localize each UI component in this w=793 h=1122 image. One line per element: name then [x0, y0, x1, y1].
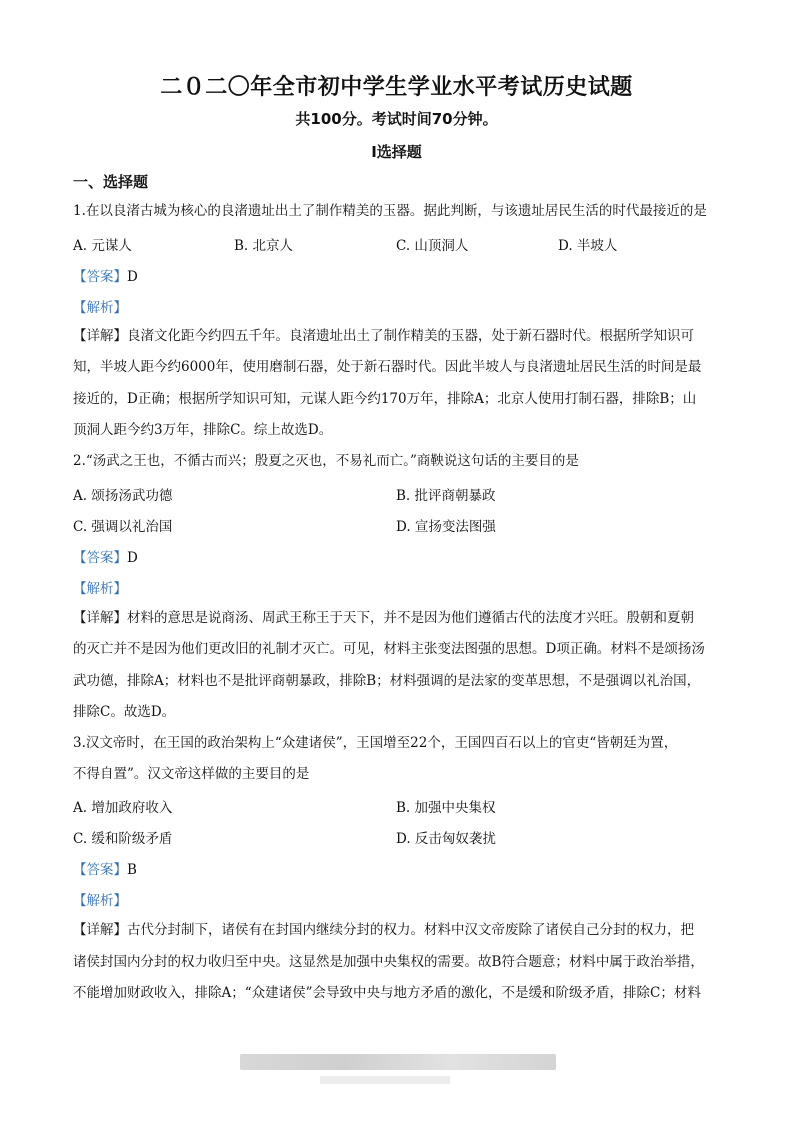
q3-option-c: C. 缓和阶级矛盾: [73, 831, 173, 847]
q2-option-a: A. 颂扬汤武功德: [73, 488, 173, 504]
q1-detail-line: 【详解】良渚文化距今约四五千年。良渚遗址出土了制作精美的玉器，处于新石器时代。根据所学知识可: [73, 328, 694, 344]
q2-option-c: C. 强调以礼治国: [73, 519, 173, 535]
q2-detail-line: 武功德，排除A；材料也不是批评商朝暴政，排除B；材料强调的是法家的变革思想，不是强调以礼治国，: [73, 673, 701, 689]
answer-label: 【答案】: [73, 269, 127, 285]
q1-analysis-label: 【解析】: [73, 300, 127, 316]
q1-answer: [73, 265, 138, 285]
q2-detail-line: 排除C。故选D。: [73, 704, 176, 720]
q1-detail-line: 知，半坡人距今约6000年，使用磨制石器，处于新石器时代。因此半坡人与良渚遗址居民生活的时间是最: [73, 359, 702, 375]
q1-option-d: D. 半坡人: [558, 238, 618, 254]
q3-answer: [73, 858, 137, 878]
q2-answer: [73, 546, 138, 566]
answer-label: 【答案】: [73, 862, 127, 878]
section-title: 一、选择题: [73, 173, 149, 191]
q3-detail-line: 诸侯封国内分封的权力收归至中央。这显然是加强中央集权的需要。故B符合题意；材料中属于政治举措，: [73, 954, 704, 970]
q1-option-a: A. 元谋人: [73, 238, 132, 254]
q1-detail-line: 接近的，D正确；根据所学知识可知，元谋人距今约170万年，排除A；北京人使用打制石器，排除B；山: [73, 391, 697, 407]
q2-detail-line: 的灭亡并不是因为他们更改旧的礼制才灭亡。可见，材料主张变法图强的思想。D项正确。材料不是颂扬汤: [73, 641, 705, 657]
exam-title: 二０二〇年全市初中学生学业水平考试历史试题: [160, 75, 633, 100]
q2-analysis-label: 【解析】: [73, 581, 127, 597]
question-3-stem: 3.汉文帝时，在王国的政治架构上“众建诸侯”，王国增至22个，王国四百石以上的官吏“皆朝廷为置，: [73, 735, 678, 751]
answer-value: B: [127, 862, 137, 878]
q2-option-d: D. 宣扬变法图强: [396, 519, 496, 535]
blurred-footer-watermark: [240, 1054, 556, 1070]
q2-detail-line: 【详解】材料的意思是说商汤、周武王称王于天下，并不是因为他们遵循古代的法度才兴旺。殷朝和夏朝: [73, 610, 694, 626]
q3-detail-line: 不能增加财政收入，排除A；“众建诸侯”会导致中央与地方矛盾的激化，不是缓和阶级矛盾，排除C；材料: [73, 985, 701, 1001]
part-title: Ⅰ选择题: [371, 143, 422, 161]
question-1-stem: 1.在以良渚古城为核心的良渚遗址出土了制作精美的玉器。据此判断，与该遗址居民生活的时代最接近的是: [73, 203, 707, 219]
blurred-footer-watermark: [320, 1076, 450, 1084]
q1-detail-line: 顶洞人距今约3万年，排除C。综上故选D。: [73, 422, 333, 438]
exam-subtitle: 共100分。考试时间70分钟。: [295, 110, 498, 128]
answer-value: D: [127, 269, 138, 285]
q3-detail-line: 【详解】古代分封制下，诸侯有在封国内继续分封的权力。材料中汉文帝废除了诸侯自己分封的权力，把: [73, 922, 694, 938]
q1-option-c: C. 山顶洞人: [396, 238, 469, 254]
answer-value: D: [127, 550, 138, 566]
q3-option-a: A. 增加政府收入: [73, 800, 173, 816]
q3-option-d: D. 反击匈奴袭扰: [396, 831, 496, 847]
q3-analysis-label: 【解析】: [73, 893, 127, 909]
question-3-stem: 不得自置”。汉文帝这样做的主要目的是: [73, 766, 310, 782]
question-2-stem: 2.“汤武之王也，不循古而兴；殷夏之灭也，不易礼而亡。”商鞅说这句话的主要目的是: [73, 453, 579, 469]
q3-option-b: B. 加强中央集权: [396, 800, 496, 816]
q2-option-b: B. 批评商朝暴政: [396, 488, 496, 504]
q1-option-b: B. 北京人: [234, 238, 294, 254]
answer-label: 【答案】: [73, 550, 127, 566]
